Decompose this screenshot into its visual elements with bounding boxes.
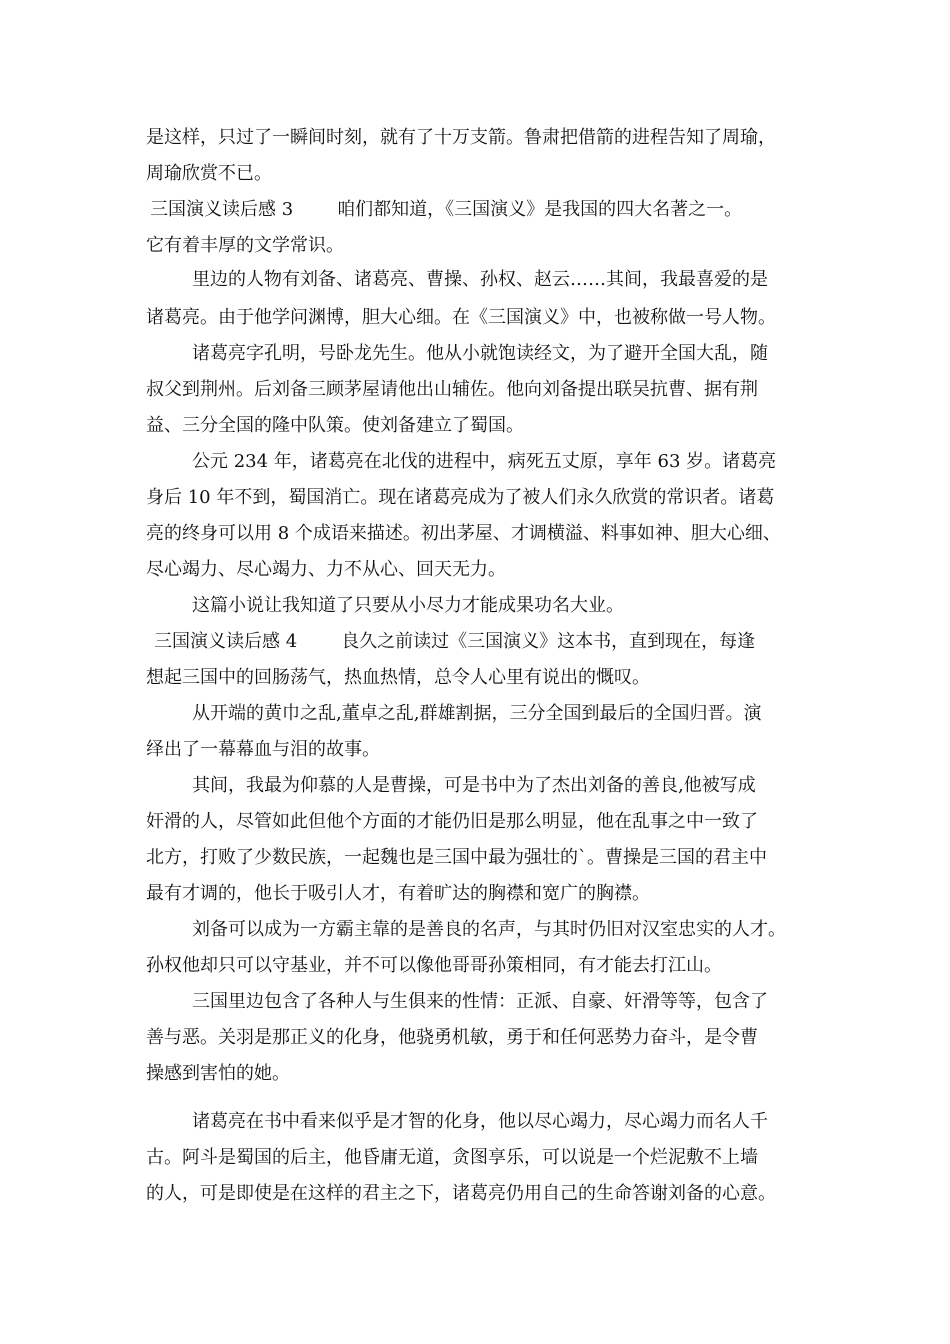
text-line: 想起三国中的回肠荡气，热血热情，总令人心里有说出的慨叹。 xyxy=(146,667,650,688)
text-line: 身后 10 年不到，蜀国消亡。现在诸葛亮成为了被人们永久欣赏的常识者。诸葛 xyxy=(146,487,775,508)
paragraph-start: 从开端的黄巾之乱,董卓之乱,群雄割据，三分全国到最后的全国归晋。演 xyxy=(192,703,762,724)
text-line: 操感到害怕的她。 xyxy=(146,1063,290,1084)
paragraph-start: 里边的人物有刘备、诸葛亮、曹操、孙权、赵云……其间，我最喜爱的是 xyxy=(192,269,768,290)
essay-heading-3 xyxy=(150,198,830,222)
text-line: 叔父到荆州。后刘备三顾茅屋请他出山辅佐。他向刘备提出联吴抗曹、据有荆 xyxy=(146,379,758,400)
essay-heading-4 xyxy=(154,630,834,654)
essay-heading-title: 三国演义读后感 4 xyxy=(154,631,298,652)
paragraph-start: 诸葛亮字孔明，号卧龙先生。他从小就饱读经文，为了避开全国大乱，随 xyxy=(192,343,768,364)
text-line: 古。阿斗是蜀国的后主，他昏庸无道，贪图享乐，可以说是一个烂泥敷不上墙 xyxy=(146,1147,758,1168)
essay-heading-text: 咱们都知道，《三国演义》是我国的四大名著之一。 xyxy=(337,199,743,220)
text-line: 是这样，只过了一瞬间时刻，就有了十万支箭。鲁肃把借箭的进程告知了周瑜， xyxy=(146,127,776,148)
text-line: 善与恶。关羽是那正义的化身，他骁勇机敏，勇于和任何恶势力奋斗，是令曹 xyxy=(146,1027,758,1048)
text-line: 尽心竭力、尽心竭力、力不从心、回天无力。 xyxy=(146,559,506,580)
text-line: 最有才调的，他长于吸引人才，有着旷达的胸襟和宽广的胸襟。 xyxy=(146,883,650,904)
paragraph-start: 刘备可以成为一方霸主靠的是善良的名声，与其时仍旧对汉室忠实的人才。 xyxy=(192,919,786,940)
text-line: 诸葛亮。由于他学问渊博，胆大心细。在《三国演义》中，也被称做一号人物。 xyxy=(146,307,776,328)
paragraph-start: 公元 234 年，诸葛亮在北伐的进程中，病死五丈原，享年 63 岁。诸葛亮 xyxy=(192,451,777,472)
paragraph-start: 三国里边包含了各种人与生俱来的性情：正派、自豪、奸滑等等，包含了 xyxy=(192,991,768,1012)
text-line: 孙权他却只可以守基业，并不可以像他哥哥孙策相同，有才能去打江山。 xyxy=(146,955,722,976)
text-line: 它有着丰厚的文学常识。 xyxy=(146,235,344,256)
paragraph-start: 其间，我最为仰慕的人是曹操，可是书中为了杰出刘备的善良,他被写成 xyxy=(192,775,756,796)
text-line: 绎出了一幕幕血与泪的故事。 xyxy=(146,739,380,760)
paragraph-start: 诸葛亮在书中看来似乎是才智的化身，他以尽心竭力，尽心竭力而名人千 xyxy=(192,1111,768,1132)
text-line: 奸滑的人，尽管如此但他个方面的才能仍旧是那么明显，他在乱事之中一致了 xyxy=(146,811,758,832)
text-line: 北方，打败了少数民族，一起魏也是三国中最为强壮的`。曹操是三国的君主中 xyxy=(146,847,767,868)
essay-heading-text: 良久之前读过《三国演义》这本书，直到现在，每逢 xyxy=(341,631,756,652)
text-line: 的人，可是即使是在这样的君主之下，诸葛亮仍用自己的生命答谢刘备的心意。 xyxy=(146,1183,776,1204)
essay-heading-title: 三国演义读后感 3 xyxy=(150,199,294,220)
text-line: 亮的终身可以用 8 个成语来描述。初出茅屋、才调横溢、料事如神、胆大心细、 xyxy=(146,523,781,544)
text-line: 益、三分全国的隆中队策。使刘备建立了蜀国。 xyxy=(146,415,524,436)
paragraph-start: 这篇小说让我知道了只要从小尽力才能成果功名大业。 xyxy=(192,595,624,616)
text-line: 周瑜欣赏不已。 xyxy=(146,163,272,184)
